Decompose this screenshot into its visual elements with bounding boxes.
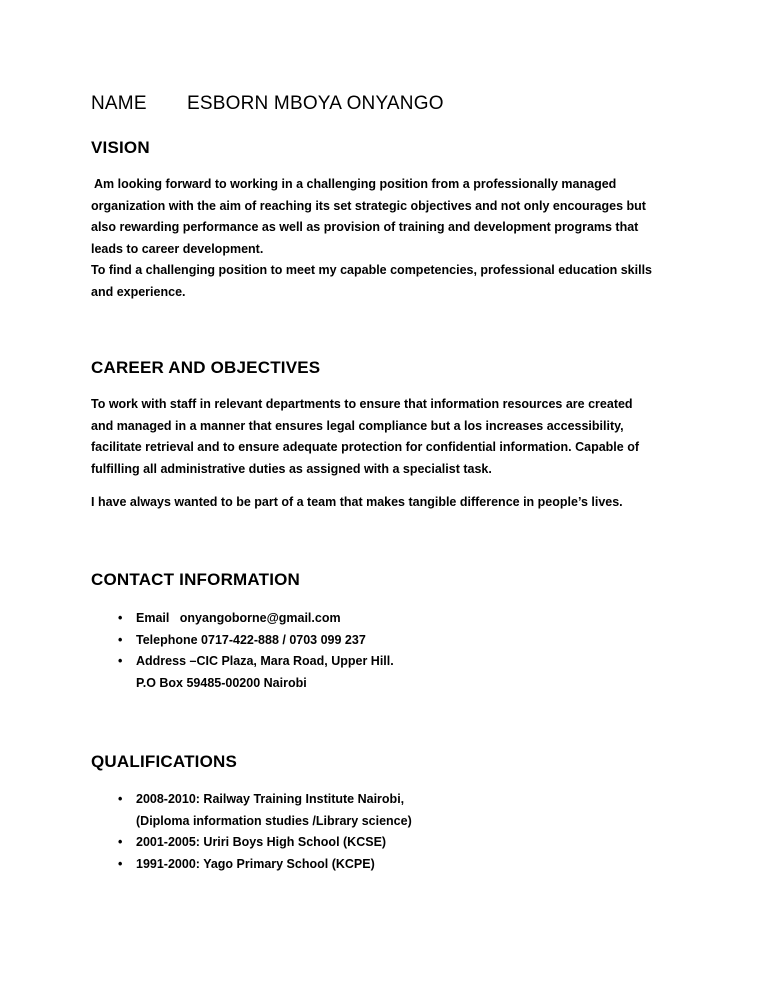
qualification-item — [91, 832, 671, 854]
email-text: Email onyangoborne@gmail.com — [136, 611, 341, 625]
career-line: I have always wanted to be part of a team that makes tangible difference in people’s lives. — [91, 495, 623, 509]
bullet-icon: • — [118, 835, 123, 849]
contact-email — [91, 608, 671, 630]
qualification-item — [91, 789, 671, 832]
vision-line: leads to career development. — [91, 241, 264, 256]
career-heading: CAREER AND OBJECTIVES — [91, 358, 321, 377]
qualifications-list — [91, 789, 671, 875]
contact-address — [91, 651, 671, 694]
career-line: fulfilling all administrative duties as assigned with a specialist task. — [91, 461, 492, 476]
bullet-icon: • — [118, 654, 123, 668]
qualification-line: 2008-2010: Railway Training Institute Nairobi, — [136, 792, 405, 806]
vision-line: also rewarding performance as well as provision of training and development programs that — [91, 220, 639, 235]
bullet-icon: • — [118, 792, 123, 806]
vision-line: organization with the aim of reaching its set strategic objectives and not only encourages but — [91, 198, 646, 213]
name-value: ESBORN MBOYA ONYANGO — [187, 93, 444, 114]
name-label: NAME — [91, 93, 147, 114]
contact-telephone — [91, 630, 671, 652]
bullet-icon: • — [118, 632, 123, 647]
contact-heading: CONTACT INFORMATION — [91, 570, 301, 589]
name-line — [91, 93, 444, 115]
telephone-text: Telephone 0717-422-888 / 0703 099 237 — [136, 632, 366, 647]
address-line: Address –CIC Plaza, Mara Road, Upper Hill. — [136, 654, 394, 668]
qualification-line: 2001-2005: Uriri Boys High School (KCSE) — [136, 835, 387, 849]
vision-line: To find a challenging position to meet my capable competencies, professional education skills — [91, 263, 652, 278]
vision-text — [91, 174, 691, 304]
vision-heading: VISION — [91, 138, 150, 157]
qualification-line: (Diploma information studies /Library science) — [136, 813, 412, 828]
qualification-line: 1991-2000: Yago Primary School (KCPE) — [136, 856, 375, 871]
address-line: P.O Box 59485-00200 Nairobi — [136, 675, 307, 690]
bullet-icon: • — [118, 856, 123, 871]
vision-line: and experience. — [91, 284, 186, 299]
career-line: To work with staff in relevant departments to ensure that information resources are created — [91, 397, 633, 411]
qualifications-heading: QUALIFICATIONS — [91, 752, 238, 771]
career-paragraph-2 — [91, 492, 691, 514]
qualification-item — [91, 854, 671, 876]
contact-list — [91, 608, 671, 694]
career-line: and managed in a manner that ensures legal compliance but a los increases accessibility, — [91, 418, 624, 433]
vision-line: Am looking forward to working in a challenging position from a professionally managed — [91, 177, 617, 191]
career-line: facilitate retrieval and to ensure adequate protection for confidential information. Capable of — [91, 440, 640, 455]
career-paragraph — [91, 394, 691, 480]
bullet-icon: • — [118, 611, 123, 625]
